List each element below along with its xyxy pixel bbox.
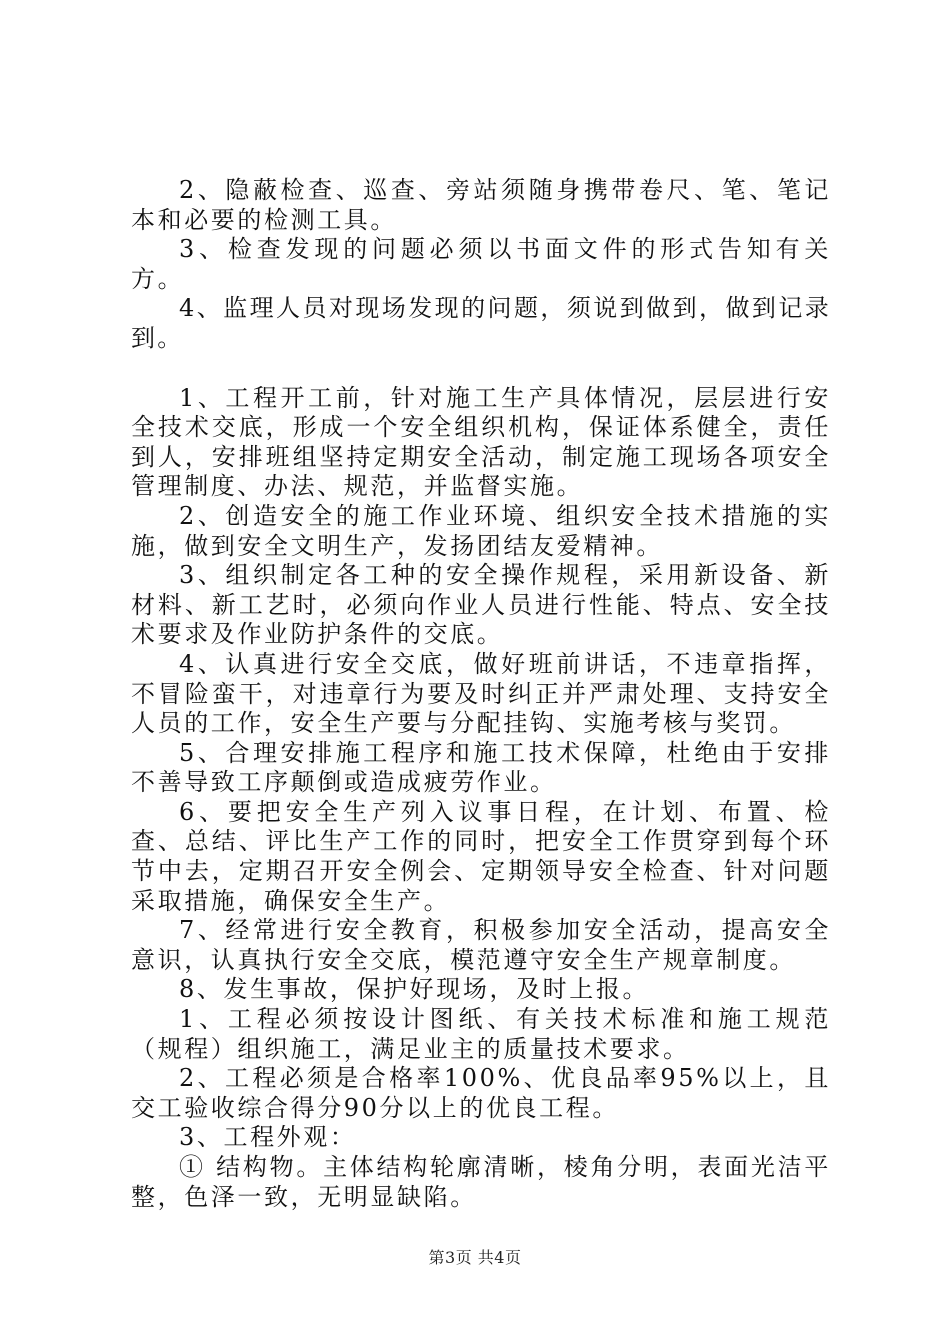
paragraph: 2、工程必须是合格率100%、优良品率95%以上，且交工验收综合得分90分以上的优良工程。: [131, 1064, 831, 1122]
paragraph: 1、工程必须按设计图纸、有关技术标准和施工规范（规程）组织施工，满足业主的质量技术要求。: [131, 1005, 831, 1063]
paragraph: 2、隐蔽检查、巡查、旁站须随身携带卷尺、笔、笔记本和必要的检测工具。: [131, 176, 831, 234]
paragraph: 4、监理人员对现场发现的问题，须说到做到，做到记录到。: [131, 294, 831, 352]
paragraph: 8、发生事故，保护好现场，及时上报。: [179, 975, 650, 1004]
paragraph: 2、创造安全的施工作业环境、组织安全技术措施的实施，做到安全文明生产，发扬团结友爱精神。: [131, 501, 831, 560]
document-body: [131, 176, 831, 1212]
paragraph: 6、要把安全生产列入议事日程，在计划、布置、检查、总结、评比生产工作的同时，把安全工作贯穿到每个环节中去，定期召开安全例会、定期领导安全检查、针对问题采取措施，确保安全生产。: [131, 797, 831, 915]
paragraph: 1、工程开工前，针对施工生产具体情况，层层进行安全技术交底，形成一个安全组织机构，保证体系健全，责任到人，安排班组坚持定期安全活动，制定施工现场各项安全管理制度、办法、规范，并监督实施。: [131, 383, 831, 501]
paragraph: 3、工程外观：: [179, 1123, 357, 1152]
paragraph: ① 结构物。主体结构轮廓清晰，棱角分明，表面光洁平整，色泽一致，无明显缺陷。: [131, 1153, 831, 1211]
paragraph: 3、组织制定各工种的安全操作规程，采用新设备、新材料、新工艺时，必须向作业人员进行性能、特点、安全技术要求及作业防护条件的交底。: [131, 561, 831, 649]
page-number-footer: 第3页 共4页: [428, 1248, 522, 1267]
paragraph: 4、认真进行安全交底，做好班前讲话，不违章指挥，不冒险蛮干，对违章行为要及时纠正并严肃处理、支持安全人员的工作，安全生产要与分配挂钩、实施考核与奖罚。: [131, 649, 831, 738]
paragraph: 7、经常进行安全教育，积极参加安全活动，提高安全意识，认真执行安全交底，模范遵守安全生产规章制度。: [131, 916, 831, 974]
paragraph: 5、合理安排施工程序和施工技术保障，杜绝由于安排不善导致工序颠倒或造成疲劳作业。: [131, 738, 831, 797]
section-gap: [131, 354, 831, 384]
paragraph: 3、检查发现的问题必须以书面文件的形式告知有关方。: [131, 235, 831, 293]
